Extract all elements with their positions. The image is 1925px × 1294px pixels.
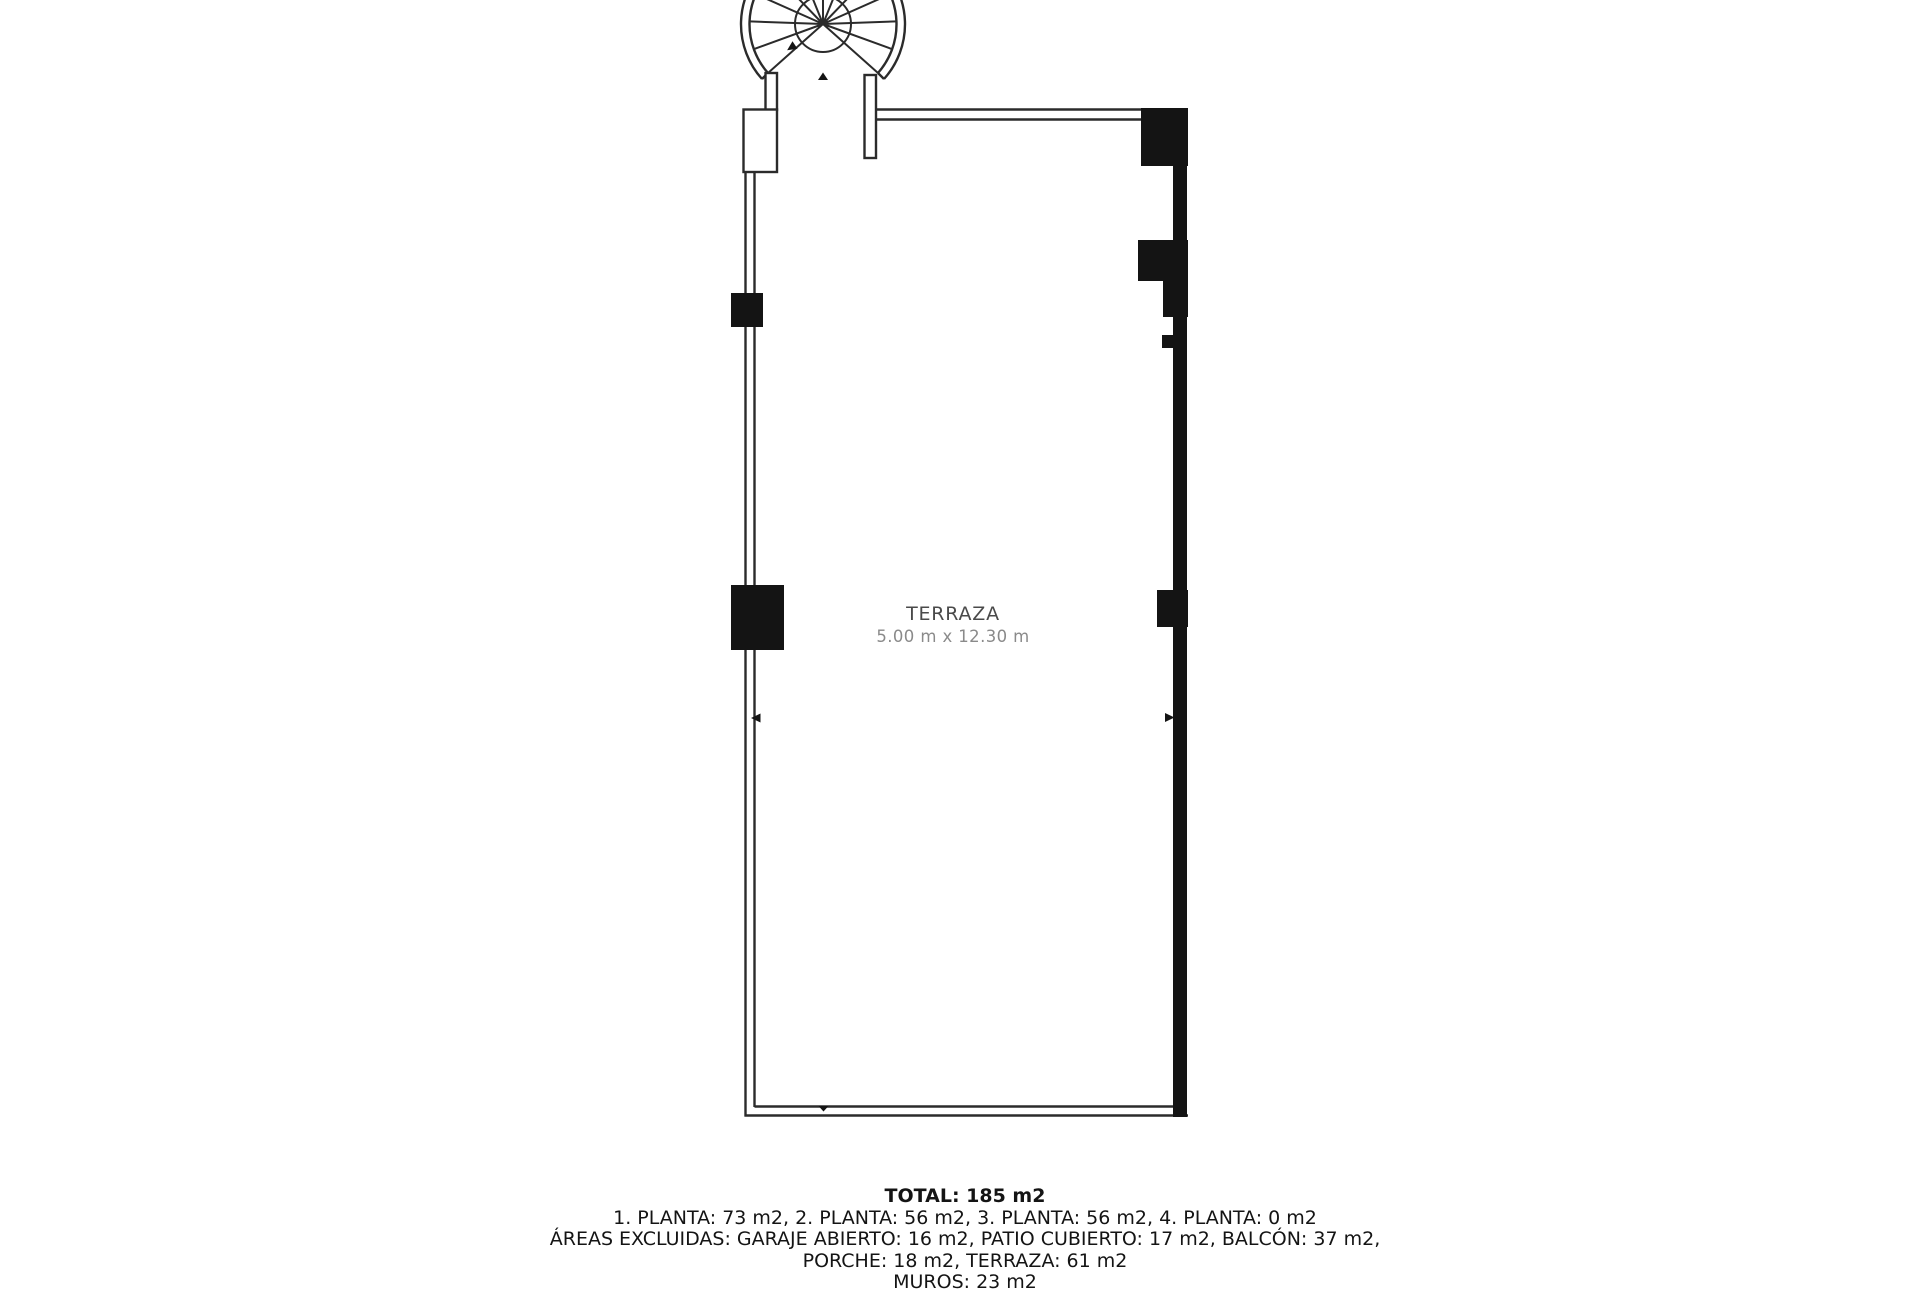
summary-porche-terraza: PORCHE: 18 m2, TERRAZA: 61 m2 (802, 1249, 1128, 1272)
wall-tick-arrows (751, 713, 1175, 1112)
bottom-wall-tick-icon (819, 1106, 829, 1112)
summary-areas-excluidas: ÁREAS EXCLUIDAS: GARAJE ABIERTO: 16 m2, PATIO CUBIERTO: 17 m2, BALCÓN: 37 m2, (549, 1228, 1381, 1250)
summary-plantas: 1. PLANTA: 73 m2, 2. PLANTA: 56 m2, 3. PLANTA: 56 m2, 4. PLANTA: 0 m2 (613, 1206, 1317, 1229)
right-wall-block-mid (1157, 590, 1188, 627)
terrace-room-label (753, 602, 1153, 648)
right-wall-nub (1162, 335, 1175, 348)
room-name: TERRAZA (906, 603, 1000, 625)
stair-right-wall (865, 75, 877, 158)
right-wall-block-top (1141, 108, 1188, 166)
stair-steps (750, 0, 897, 73)
spiral-staircase (741, 0, 905, 80)
right-wall-block-upper (1138, 240, 1188, 281)
right-wall-step (1163, 281, 1188, 317)
left-wall-pier (744, 110, 778, 173)
summary-total: TOTAL: 185 m2 (884, 1185, 1046, 1207)
room-dimensions: 5.00 m x 12.30 m (876, 627, 1030, 646)
stair-left-wall (766, 73, 778, 110)
area-summary (5, 1186, 1925, 1294)
left-wall-tick-icon (751, 714, 761, 723)
left-wall-block-upper (731, 293, 763, 327)
stair-entry-arrow-icon (818, 73, 828, 81)
summary-muros: MUROS: 23 m2 (893, 1271, 1037, 1293)
